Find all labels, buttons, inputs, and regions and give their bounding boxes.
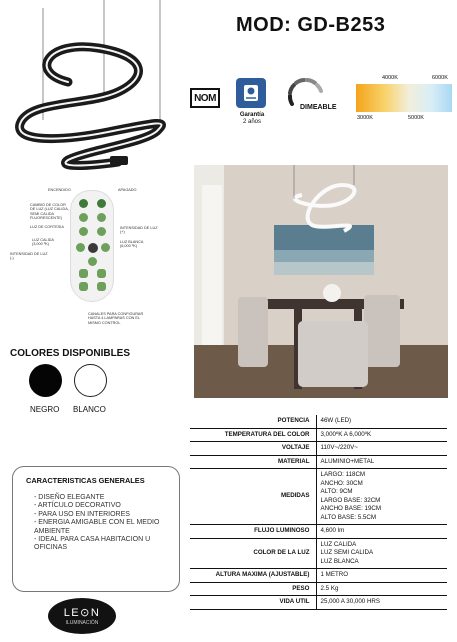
spec-value-line: LARGO BASE: 32CM	[320, 496, 381, 504]
spec-value	[316, 596, 447, 610]
spec-row	[190, 455, 447, 469]
spec-value-line: LUZ SEMI CALIDA	[320, 549, 374, 556]
spec-row	[190, 428, 447, 442]
remote-control-image	[70, 190, 114, 302]
remote-button-icon	[88, 257, 97, 266]
model-title: MOD: GD-B253	[236, 14, 386, 36]
spec-value-line: 110V~/220V~	[320, 444, 358, 451]
remote-button-icon	[97, 269, 106, 278]
spec-label: PESO	[190, 582, 316, 596]
warranty-label	[228, 112, 276, 126]
color-label-white: BLANCO	[73, 405, 106, 414]
remote-label-cycle: CAMBIO DE COLOR DE LUZ (LUZ CALIDA, SEMI CALIDA FLUORESCENTE)	[30, 203, 69, 221]
spec-row	[190, 469, 447, 525]
spec-label: MATERIAL	[190, 455, 316, 469]
spec-value	[316, 538, 447, 569]
spec-row	[190, 442, 447, 456]
spec-value-line: 1 METRO	[320, 571, 349, 578]
specs-table	[190, 415, 447, 610]
spec-value	[316, 569, 447, 583]
remote-button-icon	[79, 227, 88, 236]
feature-item: - DISEÑO ELEGANTE	[34, 494, 170, 502]
spec-row	[190, 582, 447, 596]
spec-value-line: 2.5 Kg	[320, 584, 339, 592]
spec-value	[316, 582, 447, 596]
feature-item: - IDEAL PARA CASA HABITACION U OFICINAS	[34, 536, 170, 553]
spec-value-line: LUZ CALIDA	[320, 540, 357, 548]
dimmable-label: DIMEABLE	[300, 104, 337, 111]
spec-row	[190, 525, 447, 539]
spec-label: VIDA UTIL	[190, 596, 316, 610]
remote-button-icon	[97, 227, 106, 236]
warranty-icon	[236, 78, 266, 108]
remote-label-intensity-up: INTENSIDAD DE LUZ (+)	[120, 226, 158, 235]
power-off-button-icon	[97, 199, 106, 208]
spec-value-line: ALTO BASE: 5.5CM	[320, 513, 376, 521]
kelvin-label: 3000K	[357, 115, 373, 121]
remote-button-icon	[101, 243, 110, 252]
remote-button-icon	[76, 243, 85, 252]
spec-label: ALTURA MAXIMA (AJUSTABLE)	[190, 569, 316, 583]
remote-button-icon	[79, 282, 88, 291]
spec-value	[316, 442, 447, 456]
spec-label: MEDIDAS	[190, 469, 316, 525]
nom-certification-badge: NOM	[190, 88, 220, 108]
color-swatch-white	[74, 364, 107, 397]
spec-label: VOLTAJE	[190, 442, 316, 456]
spec-value-line: LUZ BLANCA	[320, 557, 359, 565]
spec-value-line: 25,000 A 30,000 HRS	[320, 598, 381, 605]
brand-logo-sub: ILUMINACIÓN	[65, 620, 99, 626]
spec-row	[190, 538, 447, 569]
kelvin-label: 5000K	[408, 115, 424, 121]
spec-value-line: 46W (LED)	[320, 417, 352, 424]
spec-row	[190, 596, 447, 610]
feature-item: - PARA USO EN INTERIORES	[34, 511, 170, 519]
features-title: CARACTERISTICAS GENERALES	[26, 476, 145, 485]
spec-label: FLUJO LUMINOSO	[190, 525, 316, 539]
remote-button-icon	[97, 282, 106, 291]
spec-value-line: LARGO: 118CM	[320, 471, 366, 478]
spec-value-line: ANCHO BASE: 19CM	[320, 505, 382, 512]
kelvin-label: 4000K	[382, 75, 398, 81]
room-photo	[194, 165, 448, 398]
spec-value-line: ALTO: 9CM	[320, 488, 353, 495]
remote-button-icon	[79, 213, 88, 222]
spec-value	[316, 525, 447, 539]
remote-label-memory: CANALES PARA CONFIGURAR HASTA 4 LAMPARAS CON EL MISMO CONTROL	[88, 312, 144, 325]
colors-title: COLORES DISPONIBLES	[10, 348, 131, 359]
spec-label: TEMPERATURA DEL COLOR	[190, 428, 316, 442]
color-swatch-black	[29, 364, 62, 397]
color-label-black: NEGRO	[30, 405, 60, 414]
remote-button-icon	[79, 269, 88, 278]
remote-label-intensity-down: INTENSIDAD DE LUZ (-)	[10, 252, 48, 261]
spec-row	[190, 569, 447, 583]
power-on-button-icon	[79, 199, 88, 208]
warranty-title: Garantía	[239, 112, 265, 118]
brand-logo-word: LE⊙N	[63, 607, 101, 619]
feature-item: - ENERGIA AMIGABLE CON EL MEDIO AMBIENTE	[34, 519, 170, 536]
brand-logo	[48, 598, 116, 634]
warranty-period: 2 años	[242, 119, 261, 125]
remote-label-on: ENCENDIDO	[48, 188, 71, 192]
spec-value-line: 4,600 lm	[320, 527, 345, 534]
color-temperature-gradient	[356, 84, 452, 112]
lamp-product-image	[8, 0, 178, 180]
spec-value-line: ALUMINIO+METAL	[320, 457, 375, 465]
spec-label: COLOR DE LA LUZ	[190, 538, 316, 569]
remote-button-icon	[97, 213, 106, 222]
spec-value-line: ANCHO: 30CM	[320, 479, 363, 487]
remote-label-warm: LUZ CALIDA (3,000 ºK)	[32, 238, 54, 247]
features-list	[34, 494, 170, 553]
spec-value	[316, 415, 447, 428]
remote-center-button-icon	[88, 243, 98, 253]
kelvin-label: 6000K	[432, 75, 448, 81]
remote-label-courtesy: LUZ DE CORTESIA	[30, 225, 64, 229]
spec-value	[316, 428, 447, 442]
spec-value	[316, 469, 447, 525]
remote-label-white: LUZ BLANCA (6,000 ºK)	[120, 240, 144, 249]
spec-value	[316, 455, 447, 469]
remote-label-off: APAGADO	[118, 188, 137, 192]
spec-row	[190, 415, 447, 428]
feature-item: - ARTÍCULO DECORATIVO	[34, 502, 170, 510]
spec-label: POTENCIA	[190, 415, 316, 428]
spec-value-line: 3,000ºK A 6,000ºK	[320, 430, 372, 438]
